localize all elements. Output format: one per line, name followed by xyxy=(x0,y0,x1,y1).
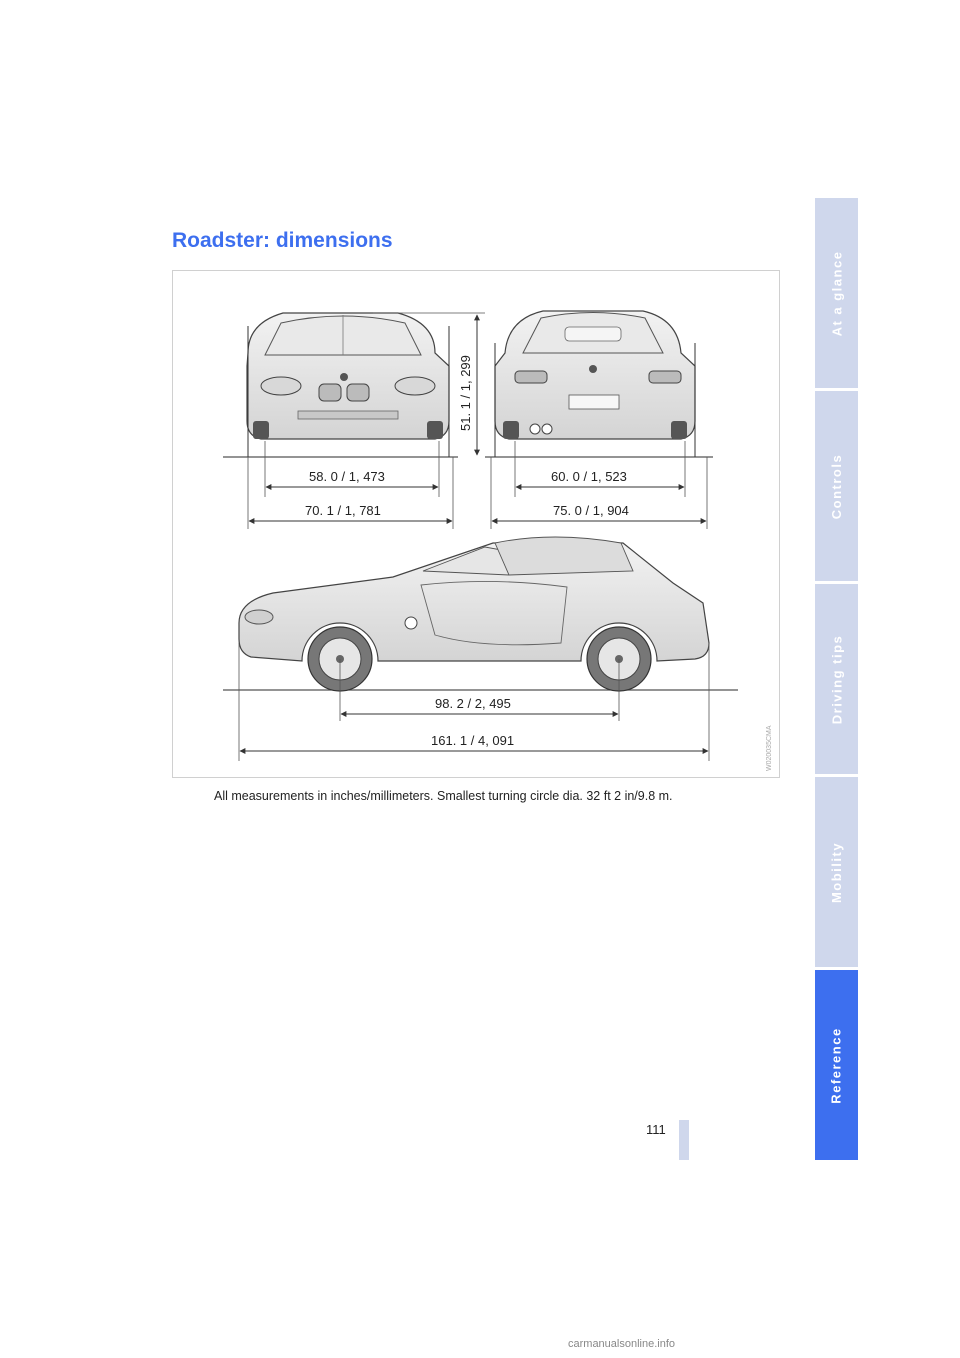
side-tab-label: Driving tips xyxy=(829,634,845,724)
page-number-bar xyxy=(679,1120,689,1160)
front-track-label: 58. 0 / 1, 473 xyxy=(309,469,385,484)
wheelbase-label: 98. 2 / 2, 495 xyxy=(435,696,511,711)
dimensions-diagram xyxy=(172,270,780,778)
front-view-car xyxy=(247,313,449,457)
rear-track-label: 60. 0 / 1, 523 xyxy=(551,469,627,484)
front-width-label: 70. 1 / 1, 781 xyxy=(305,503,381,518)
side-tab-label: Reference xyxy=(829,1026,844,1104)
side-tab-mobility[interactable] xyxy=(815,777,858,967)
side-tab-label: Mobility xyxy=(829,841,845,903)
page-title: Roadster: dimensions xyxy=(172,229,393,252)
side-tab-driving-tips[interactable] xyxy=(815,584,858,774)
rear-view-car xyxy=(495,311,695,457)
side-view-car xyxy=(239,537,709,721)
rear-width-label: 75. 0 / 1, 904 xyxy=(553,503,629,518)
length-label: 161. 1 / 4, 091 xyxy=(431,733,515,748)
side-navigation xyxy=(815,198,858,1160)
page-number: 111 xyxy=(646,1122,666,1137)
side-tab-label: Controls xyxy=(829,453,845,519)
side-tab-at-a-glance[interactable] xyxy=(815,198,858,388)
footer-watermark[interactable]: carmanualsonline.info xyxy=(568,1338,676,1350)
side-tab-reference[interactable] xyxy=(815,970,858,1160)
side-tab-label: At a glance xyxy=(829,250,845,336)
side-tab-controls[interactable] xyxy=(815,391,858,581)
diagram-watermark: W020035CMA xyxy=(766,725,773,771)
height-label: 51. 1 / 1, 299 xyxy=(458,355,473,431)
figure-caption: All measurements in inches/millimeters. Smallest turning circle dia. 32 ft 2 in/9.8 m. xyxy=(214,789,673,803)
